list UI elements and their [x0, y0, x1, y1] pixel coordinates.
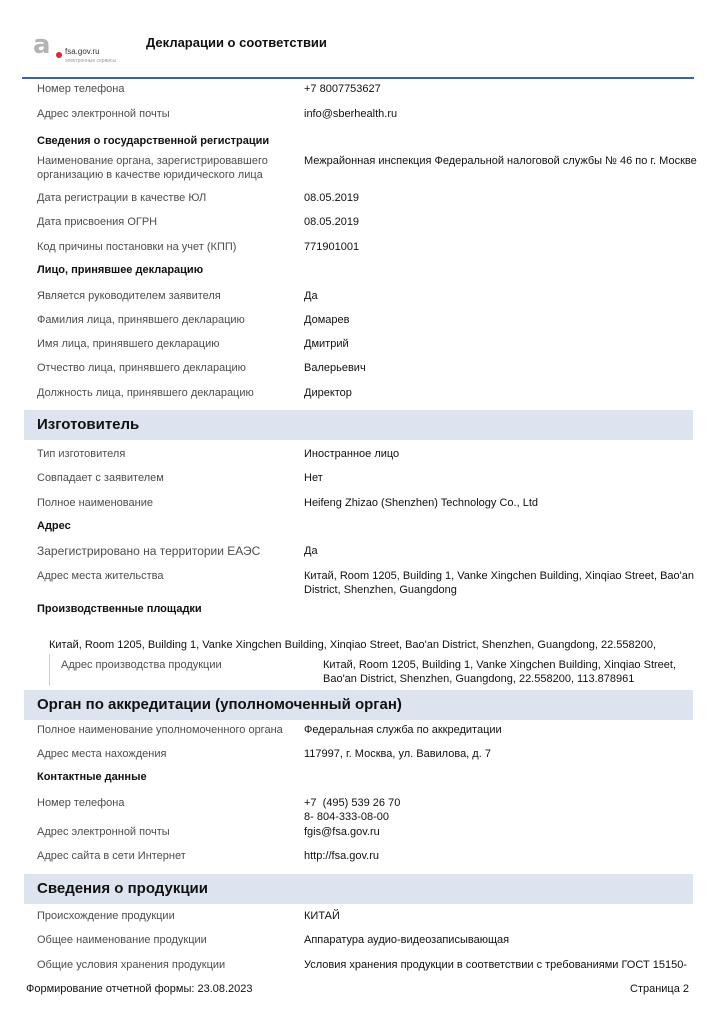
state-registration-heading: Сведения о государственной регистрации: [37, 135, 270, 147]
field-label: Адрес сайта в сети Интернет: [37, 850, 186, 862]
field-value: Да: [304, 545, 318, 557]
field-label: Номер телефона: [37, 83, 125, 95]
field-label: Наименование органа, зарегистрировавшего организацию в качестве юридического лица: [37, 155, 268, 181]
field-value: Китай, Room 1205, Building 1, Vanke Xingchen Building, Xinqiao Street, Bao'an District, Shenzhen, Guangdong: [304, 570, 694, 596]
field-label: Происхождение продукции: [37, 910, 175, 922]
field-value: Иностранное лицо: [304, 448, 400, 460]
field-label: Совпадает с заявителем: [37, 472, 164, 484]
field-label: Является руководителем заявителя: [37, 290, 221, 302]
field-label: Тип изготовителя: [37, 448, 126, 460]
field-value: 08.05.2019: [304, 192, 360, 204]
field-value: Домарев: [304, 314, 350, 326]
fsa-logo[interactable]: [33, 30, 143, 67]
field-label: Дата присвоения ОГРН: [37, 216, 158, 228]
document-title: Декларации о соответствии: [146, 35, 327, 50]
field-value: fgis@fsa.gov.ru: [304, 826, 380, 838]
field-value: Директор: [304, 387, 352, 399]
field-value: +7 8007753627: [304, 83, 381, 95]
header-divider: [22, 77, 694, 79]
field-label: Зарегистрировано на территории ЕАЭС: [37, 544, 261, 558]
production-site-indent: [49, 654, 50, 686]
report-generated-date: Формирование отчетной формы: 23.08.2023: [26, 983, 253, 995]
manufacturer-address-heading: Адрес: [37, 520, 71, 532]
field-label: Адрес электронной почты: [37, 108, 170, 120]
field-value: Китай, Room 1205, Building 1, Vanke Xingchen Building, Xinqiao Street, Bao'an District, Shenzhen, Guangdong, 22.558200, 113.878961: [323, 659, 677, 685]
field-label: Должность лица, принявшего декларацию: [37, 387, 254, 399]
field-label: Полное наименование уполномоченного органа: [37, 724, 283, 736]
production-sites-heading: Производственные площадки: [37, 603, 202, 615]
field-value: Дмитрий: [304, 338, 349, 350]
field-label: Адрес места нахождения: [37, 748, 167, 760]
field-label: Общее наименование продукции: [37, 934, 207, 946]
phone-value-1: +7 (495) 539 26 70: [304, 797, 401, 809]
logo-site-text: fsa.gov.ru: [65, 47, 100, 56]
field-value: Аппаратура аудио-видеозаписывающая: [304, 934, 510, 946]
logo-dot-icon: [56, 52, 62, 58]
field-value: Да: [304, 290, 318, 302]
field-value: Условия хранения продукции в соответствии с требованиями ГОСТ 15150-: [304, 959, 687, 971]
field-value: 08.05.2019: [304, 216, 360, 228]
phone-value-2: 8- 804-333-08-00: [304, 811, 390, 823]
field-value: Нет: [304, 472, 323, 484]
section-manufacturer: Изготовитель: [24, 410, 693, 440]
declarant-person-heading: Лицо, принявшее декларацию: [37, 264, 204, 276]
field-label: Адрес электронной почты: [37, 826, 170, 838]
field-label: Адрес места жительства: [37, 570, 164, 582]
field-value: info@sberhealth.ru: [304, 108, 398, 120]
field-value: Федеральная служба по аккредитации: [304, 724, 502, 736]
field-label: Код причины постановки на учет (КПП): [37, 241, 237, 253]
field-label: Полное наименование: [37, 497, 153, 509]
field-label: Отчество лица, принявшего декларацию: [37, 362, 246, 374]
field-label: Адрес производства продукции: [61, 659, 222, 671]
field-value: [304, 796, 697, 824]
contact-data-heading: Контактные данные: [37, 771, 147, 783]
field-value: 117997, г. Москва, ул. Вавилова, д. 7: [304, 748, 491, 760]
field-value: Валерьевич: [304, 362, 366, 374]
field-value: Межрайонная инспекция Федеральной налоговой службы № 46 по г. Москве: [304, 155, 697, 167]
logo-subtitle: электронные сервисы: [65, 58, 117, 64]
fsa-logo-icon: a: [33, 30, 51, 60]
page-number: Страница 2: [630, 983, 690, 995]
field-label: Имя лица, принявшего декларацию: [37, 338, 220, 350]
field-label: Общие условия хранения продукции: [37, 959, 226, 971]
field-value: 771901001: [304, 241, 360, 253]
field-label: Фамилия лица, принявшего декларацию: [37, 314, 245, 326]
field-value: Heifeng Zhizao (Shenzhen) Technology Co., Ltd: [304, 497, 538, 509]
field-value: КИТАЙ: [304, 910, 340, 922]
field-label: Номер телефона: [37, 797, 125, 809]
section-product-info: Сведения о продукции: [24, 874, 693, 904]
section-accreditation-body: Орган по аккредитации (уполномоченный орган): [24, 690, 693, 720]
field-label: Дата регистрации в качестве ЮЛ: [37, 192, 207, 204]
field-value: http://fsa.gov.ru: [304, 850, 380, 862]
production-site-summary: Китай, Room 1205, Building 1, Vanke Xingchen Building, Xinqiao Street, Bao'an District, Shenzhen, Guangdong, 22.558200,: [49, 639, 657, 651]
page-header: [0, 0, 724, 80]
